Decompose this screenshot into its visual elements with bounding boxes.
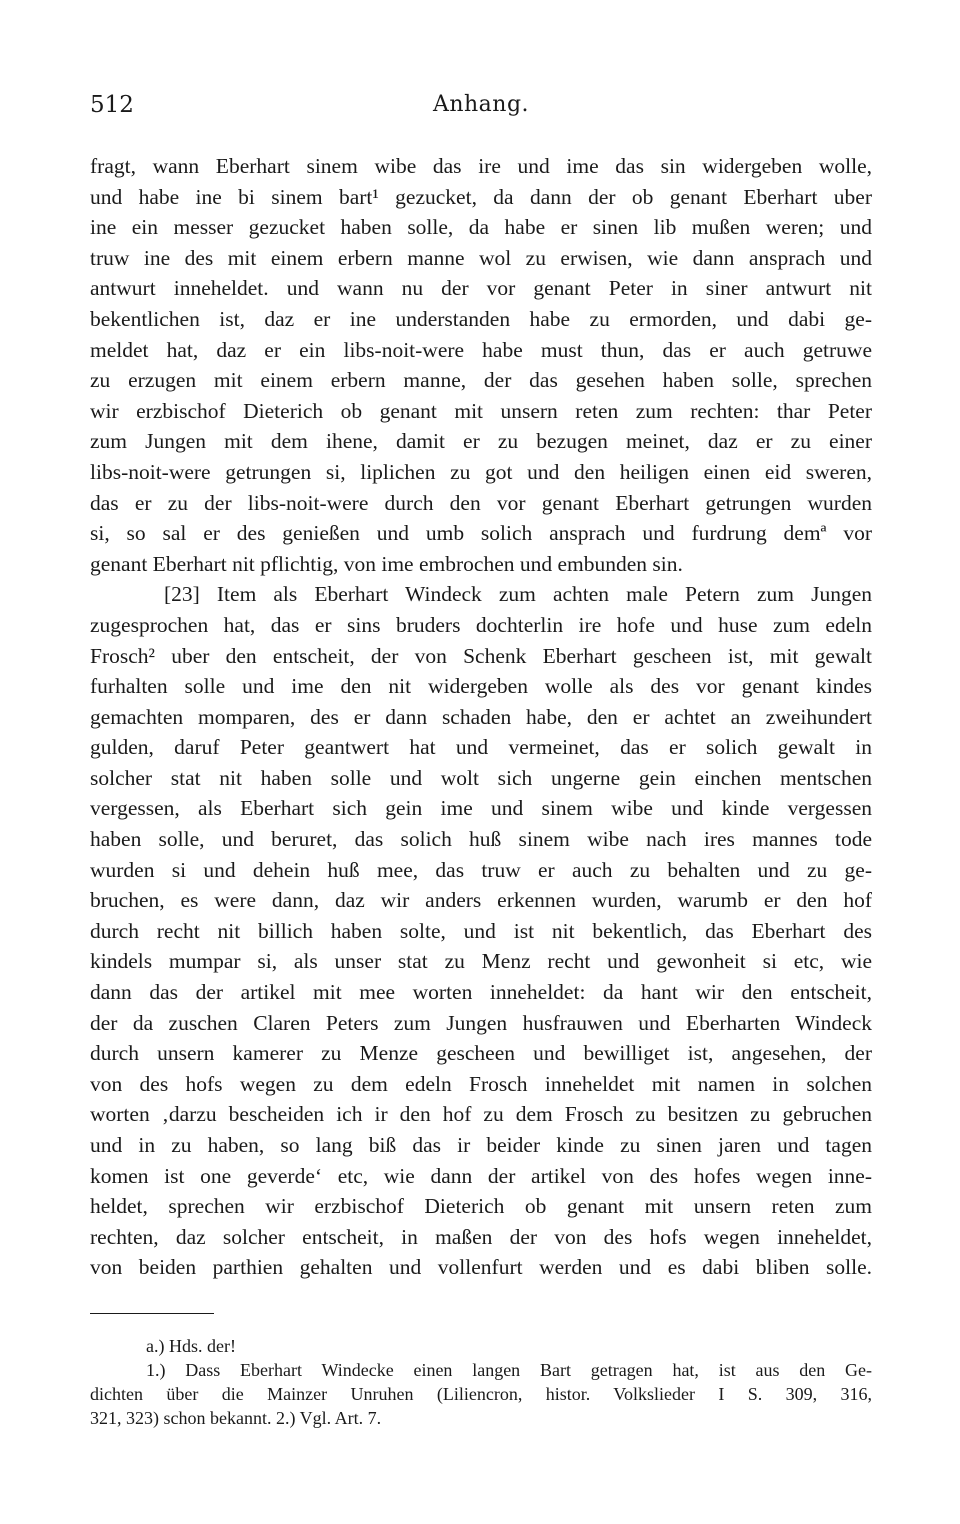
text-line: und habe ine bi sinem bart¹ gezucket, da dann der ob genant Eberhart uber [90, 184, 872, 209]
text-line: worten ‚darzu bescheiden ich ir den hof zu dem Frosch zu besitzen zu gebruchen [90, 1102, 872, 1127]
text-line: [23] Item als Eberhart Windeck zum achten male Petern zum Jungen [164, 582, 872, 607]
text-line: zu erzugen mit einem erbern manne, der das gesehen haben solle, sprechen [90, 368, 872, 393]
text-line: der da zuschen Claren Peters zum Jungen husfrauwen und Eberharten Windeck [90, 1010, 872, 1035]
text-line: wir erzbischof Dieterich ob genant mit unsern reten zum rechten: thar Peter [90, 398, 872, 423]
text-line: komen ist one geverde‘ etc, wie dann der artikel von des hofes wegen inne- [90, 1163, 872, 1188]
text-line: gemachten momparen, des er dann schaden habe, den er achtet an zweihundert [90, 704, 872, 729]
text-line: genant Eberhart nit pflichtig, von ime embrochen und embunden sin. [90, 551, 683, 576]
text-line: und in zu haben, so lang biß das ir beider kinde zu sinen jaren und tagen [90, 1133, 872, 1157]
text-line: Frosch² uber den entscheit, der von Schenk Eberhart gescheen ist, mit gewalt [90, 643, 872, 668]
text-line: dann das der artikel mit mee worten inneheldet: da hant wir den entscheit, [90, 980, 872, 1005]
running-head: Anhang. [432, 92, 530, 117]
text-line: antwurt inneheldet. und wann nu der vor genant Peter in siner antwurt nit [90, 276, 872, 301]
text-line: zugesprochen hat, das er sins bruders dochterlin ire hofe und huse zum edeln [90, 612, 872, 637]
text-line: haben solle, und beruret, das solich huß sinem wibe nach ires mannes tode [90, 827, 872, 852]
footnotes [90, 1334, 872, 1430]
text-line: kindels mumpar si, als unser stat zu Menz recht und gewonheit si etc, wie [90, 949, 872, 974]
text-line: zum Jungen mit dem ihene, damit er zu bezugen meinet, daz er zu einer [90, 429, 872, 454]
text-line: vergessen, als Eberhart sich gein ime und sinem wibe und kinde vergessen [90, 796, 872, 821]
page-header [90, 92, 872, 128]
text-line: meldet hat, daz er ein libs-noit-were habe must thun, das er auch getruwe [90, 337, 872, 362]
text-line: von beiden parthien gehalten und vollenfurt werden und es dabi bliben solle. [90, 1255, 872, 1280]
text-line: furhalten solle und ime den nit widergeben wolle als des vor genant kindes [90, 674, 872, 699]
text-line: durch unsern kamerer zu Menze gescheen und bewilliget ist, angesehen, der [90, 1041, 872, 1066]
footnote-rule [90, 1313, 214, 1314]
footnote: a.) Hds. der! [146, 1336, 236, 1356]
text-line: si, so sal er des genießen und umb solich ansprach und furdrung demª vor [90, 521, 872, 546]
text-line: solcher stat nit haben solle und wolt sich ungerne gein einchen mentschen [90, 765, 872, 790]
text-line: ine ein messer gezucket haben solle, da habe er sinen lib mußen weren; und [90, 215, 872, 240]
text-line: durch recht nit billich haben solte, und ist nit bekentlich, das Eberhart des [90, 918, 872, 943]
text-line: rechten, daz solcher entscheit, in maßen der von des hofs wegen inneheldet, [90, 1224, 872, 1249]
text-line: heldet, sprechen wir erzbischof Dieterich ob genant mit unsern reten zum [90, 1194, 872, 1219]
text-line: libs-noit-were getrungen si, liplichen zu got und den heiligen einen eid sweren, [90, 459, 872, 484]
body-text [90, 151, 872, 1283]
footnote: 321, 323) schon bekannt. 2.) Vgl. Art. 7. [90, 1408, 382, 1428]
text-line: von des hofs wegen zu dem edeln Frosch inneheldet mit namen in solchen [90, 1071, 872, 1096]
text-line: fragt, wann Eberhart sinem wibe das ire und ime das sin widergeben wolle, [90, 154, 872, 178]
text-line: gulden, daruf Peter geantwert hat und vermeinet, das er solich gewalt in [90, 735, 872, 760]
text-line: bruchen, es were dann, daz wir anders erkennen wurden, warumb er den hof [90, 888, 872, 913]
footnote: 1.) Dass Eberhart Windecke einen langen Bart getragen hat, ist aus den Ge- [146, 1360, 872, 1380]
text-line: wurden si und dehein huß mee, das truw er auch zu behalten und zu ge- [90, 857, 872, 882]
footnote: dichten über die Mainzer Unruhen (Liliencron, histor. Volkslieder I S. 309, 316, [90, 1384, 872, 1404]
text-line: truw ine des mit einem erbern manne wol zu erwisen, wie dann ansprach und [90, 245, 872, 270]
text-line: das er zu der libs-noit-were durch den vor genant Eberhart getrungen wurden [90, 490, 872, 515]
text-line: bekentlichen ist, daz er ine understanden habe zu ermorden, und dabi ge- [90, 306, 872, 331]
page-number: 512 [90, 92, 134, 118]
